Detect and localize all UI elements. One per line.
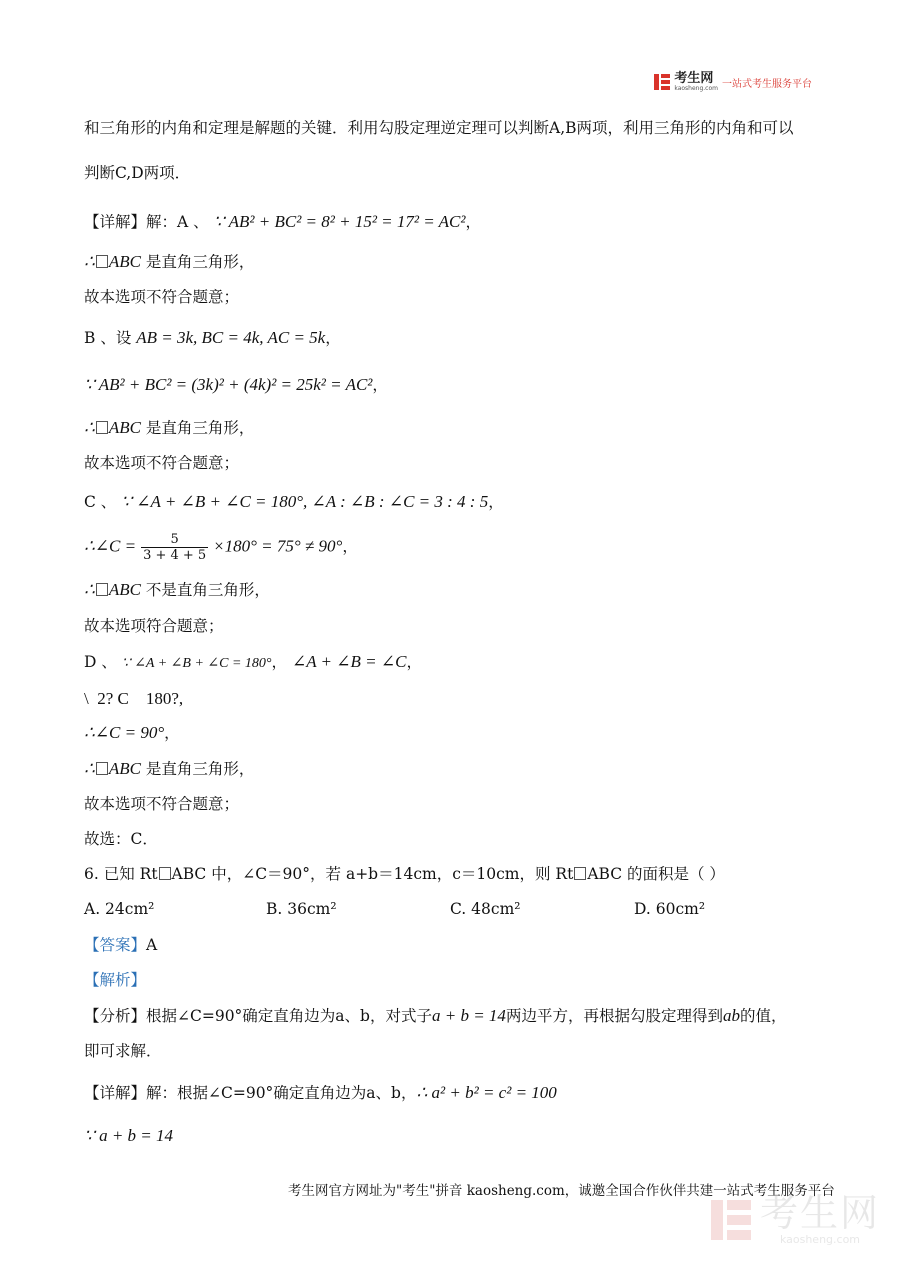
therefore-symbol: ∴ [84,580,95,599]
paragraph-line: 和三角形的内角和定理是解题的关键．利用勾股定理逆定理可以判断A,B两项，利用三角形的内角和可以 [84,119,794,137]
formula: ab [722,1006,740,1025]
header-slogan: 一站式考生服务平台 [722,78,812,90]
option-a: A. 24cm² [84,900,155,918]
logo-subtext: kaosheng.com [674,85,718,92]
option-prefix: B 、设 [84,329,132,347]
therefore-symbol: ∴ [84,759,95,778]
formula: ∵ ∠A + ∠B + ∠C = 180° [121,656,272,671]
triangle-name: ABC [108,252,141,271]
formula: ∵ a + b = 14 [84,1126,174,1145]
paragraph-line: 即可求解． [84,1042,162,1060]
conclusion-line [84,251,254,273]
triangle-name: ABC [108,418,141,437]
paragraph-line: 故本选项不符合题意； [84,454,240,472]
watermark [708,1193,880,1246]
formula: ×180° = 75° ≠ 90° [213,536,343,556]
logo-text: 考生网 [674,71,714,86]
triangle-icon [574,867,586,880]
solution-d-line: D 、 ∵ ∠A + ∠B + ∠C = 180°， ∠A + ∠B = ∠C， [84,652,422,671]
triangle-name: ABC [108,759,141,778]
paragraph-line: 故本选项不符合题意； [84,288,240,306]
watermark-logo-icon [708,1197,754,1243]
question-text: ABC 的面积是（ ） [587,865,725,883]
fraction-line: ∴∠C = $\frac{5}{3 + 4 + 5}$ ×180° = 75° ≠ 90°， [84,532,358,563]
triangle-icon [96,421,108,434]
solution-b-line: B 、设 AB = 3k, BC = 4k, AC = 5k， [84,328,341,347]
conclusion-text: 是直角三角形， [145,253,255,271]
formula: ∵ AB² + BC² = 8² + 15² = 17² = AC² [213,212,466,231]
solution-c-line: C 、 ∵ ∠A + ∠B + ∠C = 180°, ∠A : ∠B : ∠C = 3 : 4 : 5， [84,492,504,511]
logo-icon [653,73,671,91]
formula-prefix: ∴∠C = [84,536,137,556]
option-d: D. 60cm² [634,900,706,918]
formula: \ 2? C 180?, [84,689,184,708]
analysis-label-text: 【解析】 [84,971,147,989]
answer-value: A [146,936,158,954]
analysis-text: 两边平方，再根据勾股定理得到 [505,1007,723,1025]
conclusion-line [84,579,270,601]
question-6 [84,863,725,885]
garbled-formula-line [84,688,183,710]
formula-line [84,1125,173,1147]
analysis-text: 的值， [739,1007,787,1025]
footer-text: 考生网官方网址为"考生"拼音 kaosheng.com，诚邀全国合作伙伴共建一站式考生服务平台 [288,1183,835,1199]
conclusion-text: 是直角三角形， [145,760,255,778]
detail-line [84,1082,557,1104]
question-text: ABC 中，∠C＝90°，若 a+b＝14cm，c＝10cm，则 Rt [171,865,574,883]
analysis-text: 【分析】根据∠C=90°确定直角边为a、b，对式子 [84,1007,432,1025]
formula: ∴∠C = 90° [84,723,165,742]
solution-a-line: 【详解】解：A 、 ∵ AB² + BC² = 8² + 15² = 17² = AC²， [84,212,481,231]
option-c: C. 48cm² [450,900,521,918]
analysis-line [84,1005,786,1027]
question-text: 6. 已知 Rt [84,865,158,883]
conclusion-text: 不是直角三角形， [145,581,270,599]
triangle-icon [96,255,108,268]
option-prefix: C 、 [84,493,117,511]
triangle-icon [96,583,108,596]
answer-line [84,934,157,956]
option-prefix: D 、 [84,653,117,671]
fraction-numerator: 5 [141,532,208,548]
analysis-label [84,969,146,991]
triangle-name: ABC [108,580,141,599]
formula-line: ∵ AB² + BC² = (3k)² + (4k)² = 25k² = AC²， [84,375,388,394]
formula: ∴ a² + b² = c² = 100 [416,1083,557,1102]
formula: ∠A + ∠B = ∠C [291,652,407,671]
formula: ∵ AB² + BC² = (3k)² + (4k)² = 25k² = AC² [84,375,373,394]
conclusion-line [84,758,254,780]
detail-label: 【详解】解：A 、 [84,213,209,231]
formula: a + b = 14 [431,1006,506,1025]
formula: AB = 3k, BC = 4k, AC = 5k [136,328,326,347]
paragraph-line: 故本选项符合题意； [84,617,224,635]
detail-text: 【详解】解：根据∠C=90°确定直角边为a、b， [84,1084,417,1102]
fraction [141,532,208,563]
option-b: B. 36cm² [266,900,337,918]
triangle-icon [159,867,171,880]
conclusion-line [84,417,254,439]
watermark-text: 考生网 [759,1191,880,1235]
paragraph-line: 故本选项不符合题意； [84,795,240,813]
final-choice-line: 故选：C． [84,830,158,848]
header-logo [653,72,812,92]
formula: ∵ ∠A + ∠B + ∠C = 180°, ∠A : ∠B : ∠C = 3 : 4 : 5 [121,492,489,511]
therefore-symbol: ∴ [84,418,95,437]
watermark-subtext: kaosheng.com [779,1233,861,1246]
therefore-symbol: ∴ [84,252,95,271]
fraction-denominator: 3 + 4 + 5 [143,548,207,563]
triangle-icon [96,762,108,775]
formula-line: ∴∠C = 90°， [84,723,180,742]
answer-label: 【答案】 [84,936,147,954]
paragraph-line: 判断C,D两项． [84,164,191,182]
conclusion-text: 是直角三角形， [145,419,255,437]
